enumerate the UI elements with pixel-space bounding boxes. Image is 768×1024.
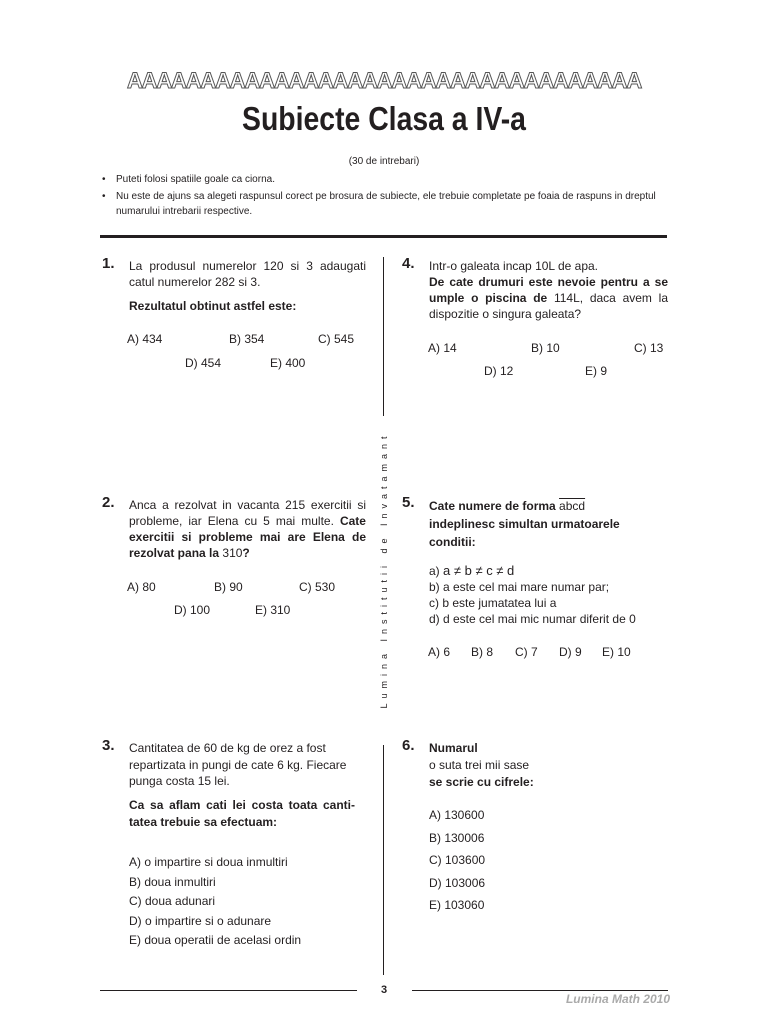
question-3 [102,737,364,955]
option-e[interactable]: E) 103060 [429,898,485,912]
question-1 [102,255,366,378]
question-prompt-end: se scrie cu cifrele: [429,775,534,789]
question-prompt: Numarul [429,741,478,755]
option-c[interactable]: C) 103600 [429,853,486,867]
option-a[interactable]: A) o impartire si doua inmultiri [129,855,288,869]
instruction-item: • Puteti folosi spatiile goale ca ciorna. [100,172,670,187]
question-prompt-end: indeplinesc simultan urmatoarele conditii: [429,517,620,549]
column-divider-bottom [383,745,384,975]
page-subtitle: (30 de intrebari) [348,156,420,167]
question-prompt: Cate exercitii si probleme mai are Elena de rezolvat pana la [129,514,366,560]
page-number: 3 [380,984,388,996]
question-number: 6. [402,737,415,754]
option-b[interactable]: B) 90 [214,580,243,594]
question-prompt: De cate drumuri este nevoie pentru a se umple o piscina de [429,275,668,305]
option-c[interactable]: C) 13 [634,341,664,355]
option-b[interactable]: B) 8 [471,645,494,659]
option-e[interactable]: E) 310 [255,603,291,617]
question-mark: ? [242,546,250,560]
footer-brand: Lumina Math 2010 [565,992,670,1006]
option-b[interactable]: B) 10 [531,341,560,355]
target-number: 310 [222,546,243,560]
question-number: 4. [402,255,415,272]
number-form: abcd [559,499,586,513]
option-c[interactable]: C) 545 [318,332,355,346]
option-b[interactable]: B) 130006 [429,830,485,845]
header-decoration: AAAAAAAAAAAAAAAAAAAAAAAAAAAAAAAAAAA [126,68,642,93]
option-a[interactable]: A) 130600 [429,808,485,822]
option-e[interactable]: E) 400 [270,356,306,370]
option-b[interactable]: B) 354 [229,332,265,346]
question-6 [402,737,668,920]
page-title: Subiecte Clasa a IV-a [242,100,526,137]
option-a[interactable]: A) 6 [428,645,451,659]
option-b[interactable]: B) doua inmultiri [129,874,216,889]
question-text [429,497,668,551]
question-5 [402,494,668,667]
condition-d: d) d este cel mai mic numar diferit de 0 [429,612,636,626]
question-2 [102,494,366,622]
question-prompt: Cate numere de forma [429,499,556,513]
option-a[interactable]: A) 14 [428,341,457,355]
option-d[interactable]: D) 9 [559,645,582,659]
condition-a-label: a) [429,564,440,578]
condition-a: a ≠ b ≠ c ≠ d [443,563,515,578]
pool-volume: 114L [553,291,580,305]
option-d[interactable]: D) 100 [174,603,211,617]
condition-list [429,563,636,627]
options-list [429,807,485,920]
option-a[interactable]: A) 434 [127,332,163,346]
question-intro: Intr-o galeata incap 10L de apa. [429,259,599,273]
question-number: 3. [102,737,115,754]
option-d[interactable]: D) o impartire si o adunare [129,913,272,928]
option-d[interactable]: D) 454 [185,356,222,370]
header-divider [100,235,667,238]
option-d[interactable]: D) 103006 [429,875,486,890]
option-c[interactable]: C) 530 [299,580,336,594]
options-list [129,854,301,952]
question-text [429,740,534,791]
option-a[interactable]: A) 80 [127,580,156,594]
condition-b: b) a este cel mai mare numar par; [429,580,610,594]
question-number: 2. [102,494,115,511]
option-e[interactable]: E) 9 [585,364,608,378]
option-e[interactable]: E) 10 [602,645,631,659]
question-end: , daca avem la dispozitie o singura galeata? [429,291,668,321]
question-number: 1. [102,255,115,272]
column-divider-top [383,257,384,416]
footer-line-right [412,990,668,991]
option-d[interactable]: D) 12 [484,364,514,378]
question-number: 5. [402,494,415,511]
question-intro: Anca a rezolvat in vacanta 215 exercitii si probleme, iar Elena cu 5 mai multe. [129,498,366,528]
footer-line-left [100,990,357,991]
vertical-watermark-text: Lumina Institutii de Invatamant [379,431,389,709]
question-text: Cantitatea de 60 de kg de orez a fost repartizata in pungi de cate 6 kg. Fiecare punga costa 15 lei. [129,741,347,788]
question-prompt: Rezultatul obtinut astfel este: [129,299,297,313]
number-words: o suta trei mii sase [429,758,530,772]
question-4 [402,255,668,383]
question-text [429,258,668,322]
option-e[interactable]: E) doua operatii de acelasi ordin [129,933,302,947]
option-c[interactable]: C) doua adunari [129,894,216,908]
instruction-item: • Nu este de ajuns sa alegeti raspunsul corect pe brosura de subiecte, ele trebuie completate pe foaia de raspuns in dreptul numarului intrebarii respective. [100,189,670,219]
condition-c: c) b este jumatatea lui a [429,596,557,610]
question-prompt: Ca sa aflam cati lei costa toata canti-tatea trebuie sa efectuam: [129,798,355,829]
question-text [129,497,366,561]
question-text: La produsul numerelor 120 si 3 adaugati catul numerelor 282 si 3. [129,259,366,289]
instructions-list [100,172,670,221]
option-c[interactable]: C) 7 [515,645,538,659]
